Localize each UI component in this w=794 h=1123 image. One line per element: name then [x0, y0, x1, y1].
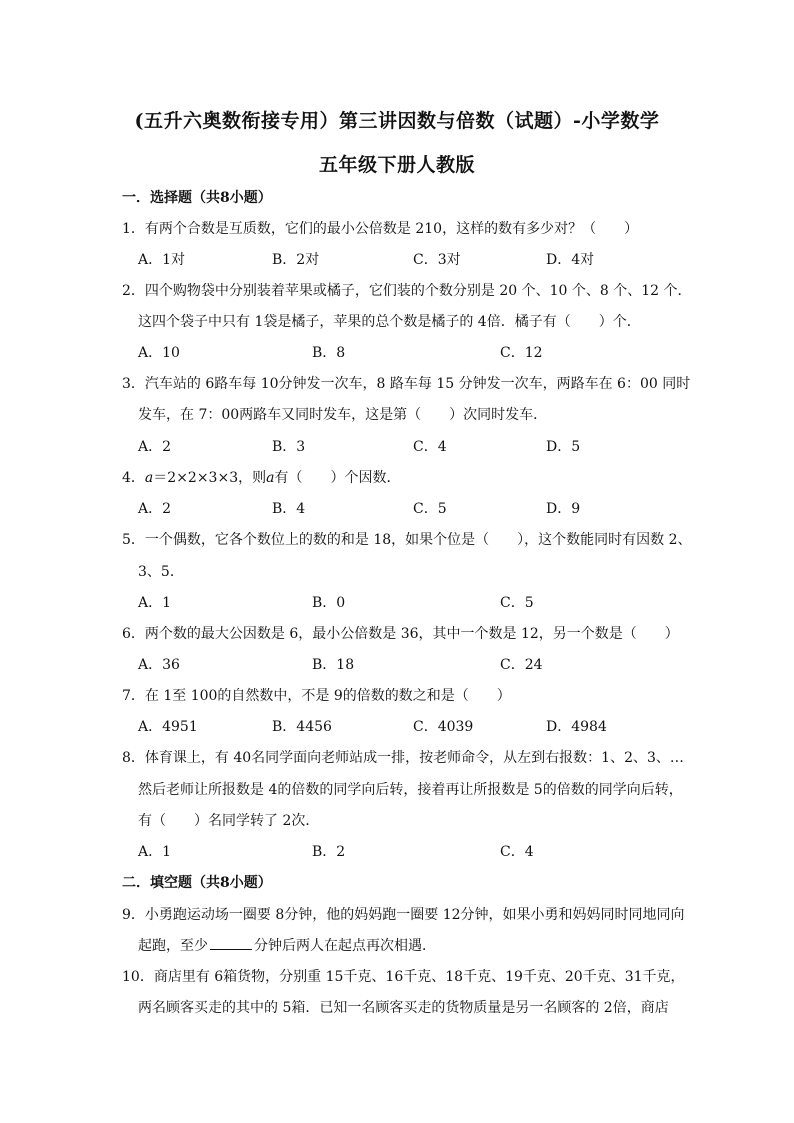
question-9-text: 9．小勇跑运动场一圈要 8分钟，他的妈妈跑一圈要 12分钟，如果小勇和妈妈同时同地同向: [122, 907, 685, 923]
question-9-text-part-2: 分钟后两人在起点再次相遇．: [254, 938, 436, 954]
question-6-text: 6．两个数的最大公因数是 6，最小公倍数是 36，其中一个数是 12，另一个数是（ ）: [122, 626, 679, 642]
question-3-option-a: A．2: [138, 439, 172, 455]
question-1-option-c: C．3对: [413, 252, 461, 268]
question-8-option-b: B．2: [312, 844, 346, 860]
page-title-line-1: (五升六奥数衔接专用）第三讲因数与倍数（试题）-小学数学: [134, 110, 660, 132]
question-2-option-a: A．10: [138, 345, 180, 361]
question-1-option-b: B．2对: [272, 252, 320, 268]
question-5-option-a: A．1: [138, 595, 172, 611]
question-7-option-d: D．4984: [546, 719, 607, 735]
question-4-text-part-2: 有（ ）个因数．: [274, 470, 401, 486]
page-title-line-2: 五年级下册人教版: [318, 154, 475, 176]
question-3-text: 3．汽车站的 6路车每 10分钟发一次车，8 路车每 15 分钟发一次车，两路车在 6：00 同时: [122, 376, 691, 392]
question-10-text: 10．商店里有 6箱货物，分别重 15千克、16千克、18千克、19千克、20千克、31千克，: [122, 969, 685, 985]
question-4-option-d: D．9: [546, 501, 581, 517]
question-10-text-cont: 两名顾客买走的其中的 5箱．已知一名顾客买走的货物质量是另一名顾客的 2倍，商店: [138, 1000, 669, 1016]
question-3-option-b: B．3: [272, 439, 306, 455]
question-4-text-part-1: ＝2×2×3×3，则: [153, 470, 267, 486]
question-7-option-a: A．4951: [138, 719, 198, 735]
question-6-option-c: C．24: [500, 657, 543, 673]
question-9-text-part-1: 起跑，至少: [138, 938, 208, 954]
question-8-option-c: C．4: [500, 844, 534, 860]
question-4-option-c: C．5: [413, 501, 447, 517]
question-5-option-b: B．0: [312, 595, 346, 611]
question-7-text: 7．在 1至 100的自然数中，不是 9的倍数的数之和是（ ）: [122, 688, 511, 704]
question-3-option-c: C．4: [413, 439, 447, 455]
question-3-option-d: D．5: [546, 439, 581, 455]
question-8-text-cont-1: 然后老师让所报数是 4的倍数的同学向后转，接着再让所报数是 5的倍数的同学向后转，: [138, 782, 683, 798]
question-4-number: 4．: [122, 470, 145, 486]
question-8-text-cont-2: 有（ ）名同学转了 2次．: [138, 813, 320, 829]
question-6-option-b: B．18: [312, 657, 355, 673]
question-9-text-cont: [138, 935, 436, 955]
answer-blank: [210, 937, 252, 950]
section-heading-choice: 一．选择题（共8小题）: [122, 190, 272, 206]
question-4-variable: a: [144, 470, 154, 486]
question-5-text: 5．一个偶数，它各个数位上的数的和是 18，如果个位是（ ），这个数能同时有因数 2、: [122, 532, 692, 548]
question-4-variable-2: a: [266, 470, 275, 486]
question-2-option-b: B．8: [312, 345, 346, 361]
question-1-text: 1．有两个合数是互质数，它们的最小公倍数是 210，这样的数有多少对？（ ）: [122, 221, 639, 237]
question-1-option-a: A．1对: [138, 252, 186, 268]
question-4-text: [122, 467, 400, 487]
question-3-text-cont: 发车，在 7：00两路车又同时发车，这是第（ ）次同时发车．: [138, 407, 548, 423]
question-5-option-c: C．5: [500, 595, 534, 611]
question-4-option-a: A．2: [138, 501, 172, 517]
question-1-option-d: D．4对: [546, 252, 595, 268]
question-2-text: 2．四个购物袋中分别装着苹果或橘子，它们装的个数分别是 20 个、10 个、8 个、12 个．: [122, 283, 692, 299]
question-8-text: 8．体育课上，有 40名同学面向老师站成一排，按老师命令，从左到右报数：1、2、3、…: [122, 750, 684, 766]
section-heading-fill-in: 二．填空题（共8小题）: [122, 875, 272, 891]
question-7-option-c: C．4039: [413, 719, 474, 735]
question-2-text-cont: 这四个袋子中只有 1袋是橘子，苹果的总个数是橘子的 4倍．橘子有（ ）个．: [138, 314, 641, 330]
question-7-option-b: B．4456: [272, 719, 332, 735]
question-8-option-a: A．1: [138, 844, 172, 860]
question-2-option-c: C．12: [500, 345, 543, 361]
question-5-text-cont: 3、5．: [138, 564, 184, 580]
question-6-option-a: A．36: [138, 657, 180, 673]
question-4-option-b: B．4: [272, 501, 306, 517]
